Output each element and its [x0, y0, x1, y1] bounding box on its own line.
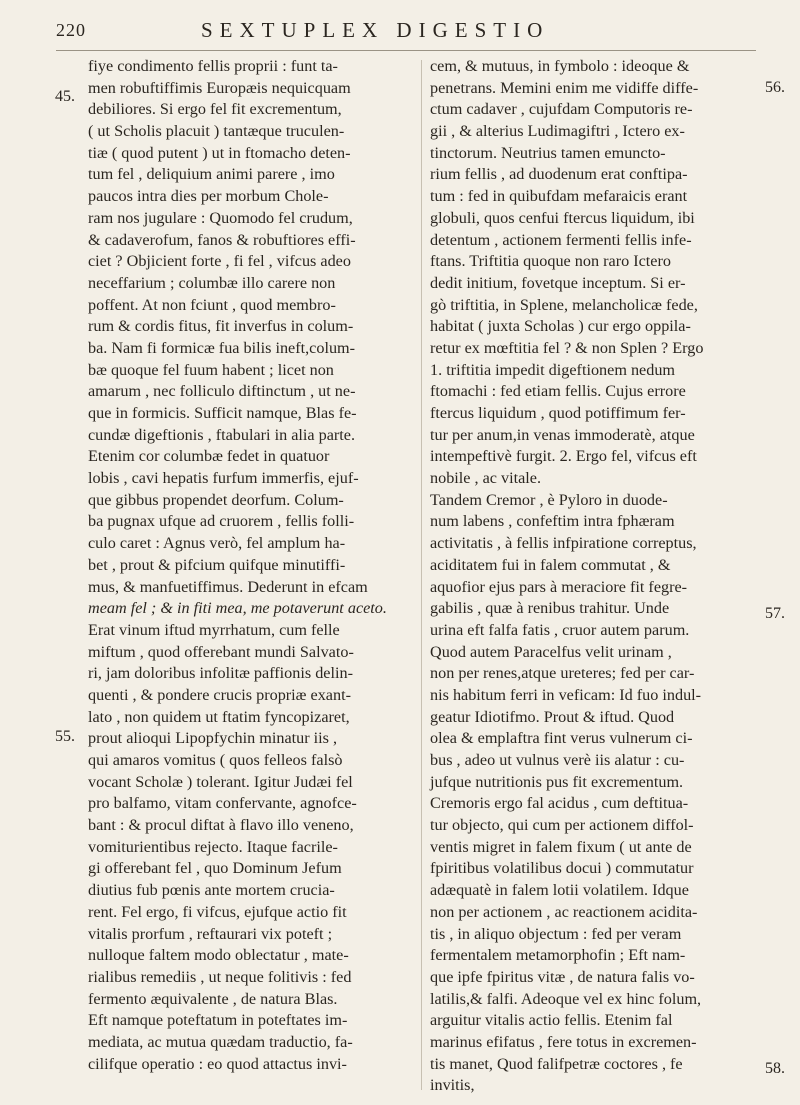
text-line: ctum cadaver , cujufdam Computoris re-: [430, 100, 693, 119]
text-line: men robuftiffimis Europæis nequicquam: [88, 78, 351, 97]
text-line: nulloque faltem modo oblectatur , mate-: [88, 946, 349, 965]
text-line: lobis , cavi hepatis furfum immerfis, ejuf-: [88, 469, 359, 488]
text-line: debiliores. Si ergo fel fit excrementum,: [88, 100, 342, 119]
text-line: geatur Idiotifmo. Prout & iftud. Quod: [430, 707, 675, 726]
text-line: Cremoris ergo fal acidus , cum deftitua-: [430, 794, 689, 813]
text-line: prout alioqui Lipopfychin minatur iis ,: [88, 729, 338, 748]
margin-number: 56.: [765, 79, 785, 96]
text-line: activitatis , à fellis infpiratione correptus,: [430, 534, 697, 553]
text-line: tis , in aliquo objectum : fed per veram: [430, 924, 682, 943]
text-line: urina eft falfa fatis , cruor autem parum.: [430, 620, 690, 639]
text-line: bet , prout & pifcium quifque minutiffi-: [88, 555, 346, 574]
text-line: tum : fed in quibufdam mefaraicis erant: [430, 187, 688, 206]
margin-number: 57.: [765, 605, 785, 622]
text-line: ventis migret in falem fixum ( ut ante de: [430, 837, 692, 856]
text-line: tis manet, Quod falifpetræ coctores , fe: [430, 1054, 683, 1073]
text-line: rum & cordis fitus, fit inverfus in colum-: [88, 317, 354, 336]
left-column: [88, 56, 423, 1075]
text-line: fermento æquivalente , de natura Blas.: [88, 989, 338, 1008]
text-line: aquofior ejus pars à meraciore fit fegre-: [430, 577, 688, 596]
margin-number: 55.: [55, 728, 75, 745]
page-number: 220: [56, 20, 86, 40]
text-line: globuli, quos cenfui ftercus liquidum, ibi: [430, 208, 695, 227]
text-line: detentum , actionem fermenti fellis infe-: [430, 230, 692, 249]
text-line: gabilis , quæ à renibus trahitur. Unde: [430, 599, 670, 618]
text-line: que ipfe fpiritus vitæ , de natura falis vo-: [430, 967, 695, 986]
text-line: habitat ( juxta Scholas ) cur ergo oppila-: [430, 317, 691, 336]
text-line: bus , adeo ut vulnus verè iis alatur : cu-: [430, 751, 685, 769]
text-line: ba. Nam fi formicæ fua bilis ineft,colum-: [88, 338, 356, 357]
text-line: intempeftivè furgit. 2. Ergo fel, vifcus eft: [430, 447, 697, 466]
text-line: gò triftitia, in Splene, melancholicæ fede,: [430, 295, 698, 314]
text-line: olea & emplaftra fint verus vulnerum ci-: [430, 729, 693, 748]
text-line: nis habitum ferri in veficam: Id fuo indul-: [430, 685, 702, 704]
text-line: gii , & alterius Ludimagiftri , Ictero ex-: [430, 122, 685, 141]
text-line: gi offerebant fel , quo Dominum Jefum: [88, 859, 342, 878]
text-line: cundæ digeftionis , ftabulari in alia parte.: [88, 425, 356, 444]
text-line: lato , non quidem ut ftatim fyncopizaret,: [88, 707, 350, 726]
text-line: adæquatè in falem lotii volatilem. Idque: [430, 881, 689, 900]
text-line: fermentalem metamorphofin ; Eft nam-: [430, 946, 686, 965]
text-line: num labens , confeftim intra fphæram: [430, 512, 675, 531]
text-line: que gibbus propendet deorfum. Colum-: [88, 490, 344, 509]
text-line: jufque nutritionis pus fit excrementum.: [430, 772, 684, 791]
text-line: arguitur vitalis actio fellis. Etenim fal: [430, 1011, 673, 1030]
text-line: que in formicis. Sufficit namque, Blas fe-: [88, 404, 357, 422]
text-line: rialibus remediis , ut neque folitivis : fed: [88, 967, 352, 986]
text-line: Eft namque poteftatum in poteftates im-: [88, 1011, 348, 1030]
text-line: qui amaros vomitus ( quos felleos falsò: [88, 751, 343, 769]
text-line: ba pugnax ufque ad cruorem , fellis folli-: [88, 512, 355, 531]
text-line: paucos intra dies per morbum Chole-: [88, 187, 329, 206]
text-line: Quod autem Paracelfus velit urinam ,: [430, 642, 672, 661]
margin-number: 58.: [765, 1060, 785, 1077]
text-line: ri, jam doloribus infolitæ paffionis delin-: [88, 664, 353, 683]
text-line: tinctorum. Neutrius tamen emuncto-: [430, 143, 666, 162]
text-line: rium fellis , ad duodenum erat conftipa-: [430, 165, 688, 184]
text-line: amarum , nec folliculo diftinctum , ut ne-: [88, 382, 356, 401]
text-line: quenti , & pondere crucis propriæ exant-: [88, 685, 351, 704]
text-line: invitis,: [430, 1076, 475, 1095]
text-line: fpiritibus volatilibus docui ) commutatur: [430, 859, 694, 878]
text-line: Etenim cor columbæ fedet in quatuor: [88, 447, 330, 466]
text-line: nobile , ac vitale.: [430, 469, 542, 488]
text-line: neceffarium ; columbæ illo carere non: [88, 273, 336, 292]
text-line: vomiturientibus rejecto. Itaque facrile-: [88, 837, 338, 856]
text-line: tur per anum,in venas immoderatè, atque: [430, 425, 695, 444]
text-line: dedit initium, fovetque inceptum. Si er-: [430, 273, 686, 292]
text-line: ( ut Scholis placuit ) tantæque truculen-: [88, 122, 345, 141]
text-line: pro balfamo, vitam confervante, agnofce-: [88, 794, 357, 813]
text-line: ftans. Triftitia quoque non raro Ictero: [430, 252, 671, 271]
text-line: Tandem Cremor , è Pyloro in duode-: [430, 490, 668, 509]
text-line: marinus efifatus , fere totus in excremen-: [430, 1032, 697, 1051]
text-line: bæ quoque fel fuum habent ; licet non: [88, 360, 334, 379]
text-line: ftomachi : fed etiam fellis. Cujus errore: [430, 382, 686, 401]
text-line: 1. triftitia impedit digeftionem nedum: [430, 360, 676, 379]
text-line: aciditatem fui in falem commutat , &: [430, 555, 671, 574]
text-line: ftercus liquidum , quod potiffimum fer-: [430, 404, 686, 422]
text-line: mus, & manfuetiffimus. Dederunt in efcam: [88, 577, 368, 596]
text-line: bant : & procul diftat à flavo illo veneno,: [88, 816, 354, 835]
page-header: [56, 16, 756, 51]
text-line: ciet ? Objicient forte , fi fel , vifcus adeo: [88, 252, 351, 271]
text-line: miftum , quod offerebant mundi Salvato-: [88, 642, 354, 661]
text-line: non per renes,atque ureteres; fed per car-: [430, 664, 695, 683]
text-line: & cadaverofum, fanos & robuftiores effi-: [88, 230, 356, 249]
text-line: fiye condimento fellis proprii : funt ta-: [88, 57, 338, 75]
right-column: [430, 56, 765, 1097]
text-line: tiæ ( quod putent ) ut in ftomacho deten-: [88, 143, 351, 162]
text-line: Erat vinum iftud myrrhatum, cum felle: [88, 620, 340, 639]
text-line: diutius fub pœnis ante mortem crucia-: [88, 881, 335, 900]
text-line: cem, & mutuus, in fymbolo : ideoque &: [430, 57, 690, 75]
text-line: non per actionem , ac reactionem acidita-: [430, 902, 698, 921]
text-line: meam fel ; & in fiti mea, me potaverunt aceto.: [88, 599, 387, 618]
text-line: culo caret : Agnus verò, fel amplum ha-: [88, 534, 346, 553]
text-line: penetrans. Memini enim me vidiffe diffe-: [430, 78, 699, 97]
text-line: ram nos jugulare : Quomodo fel crudum,: [88, 208, 353, 227]
text-line: mediata, ac mutua quædam traductio, fa-: [88, 1032, 353, 1051]
text-line: vitalis prorfum , reftaurari vix poteft ;: [88, 924, 333, 943]
text-line: poffent. At non fciunt , quod membro-: [88, 295, 336, 314]
text-line: retur ex mœftitia fel ? & non Splen ? Ergo: [430, 338, 704, 357]
text-line: latilis,& falfi. Adeoque vel ex hinc folum,: [430, 989, 702, 1008]
running-title: SEXTUPLEX DIGESTIO: [201, 18, 550, 42]
margin-number: 45.: [55, 88, 75, 105]
text-line: cilifque operatio : eo quod attactus invi-: [88, 1054, 347, 1073]
text-line: tur objecto, qui cum per actionem diffol-: [430, 816, 694, 835]
text-line: rent. Fel ergo, fi vifcus, ejufque actio fit: [88, 902, 347, 921]
text-line: tum fel , deliquium animi parere , imo: [88, 165, 335, 184]
text-line: vocant Scholæ ) tolerant. Igitur Judæi fel: [88, 772, 353, 791]
